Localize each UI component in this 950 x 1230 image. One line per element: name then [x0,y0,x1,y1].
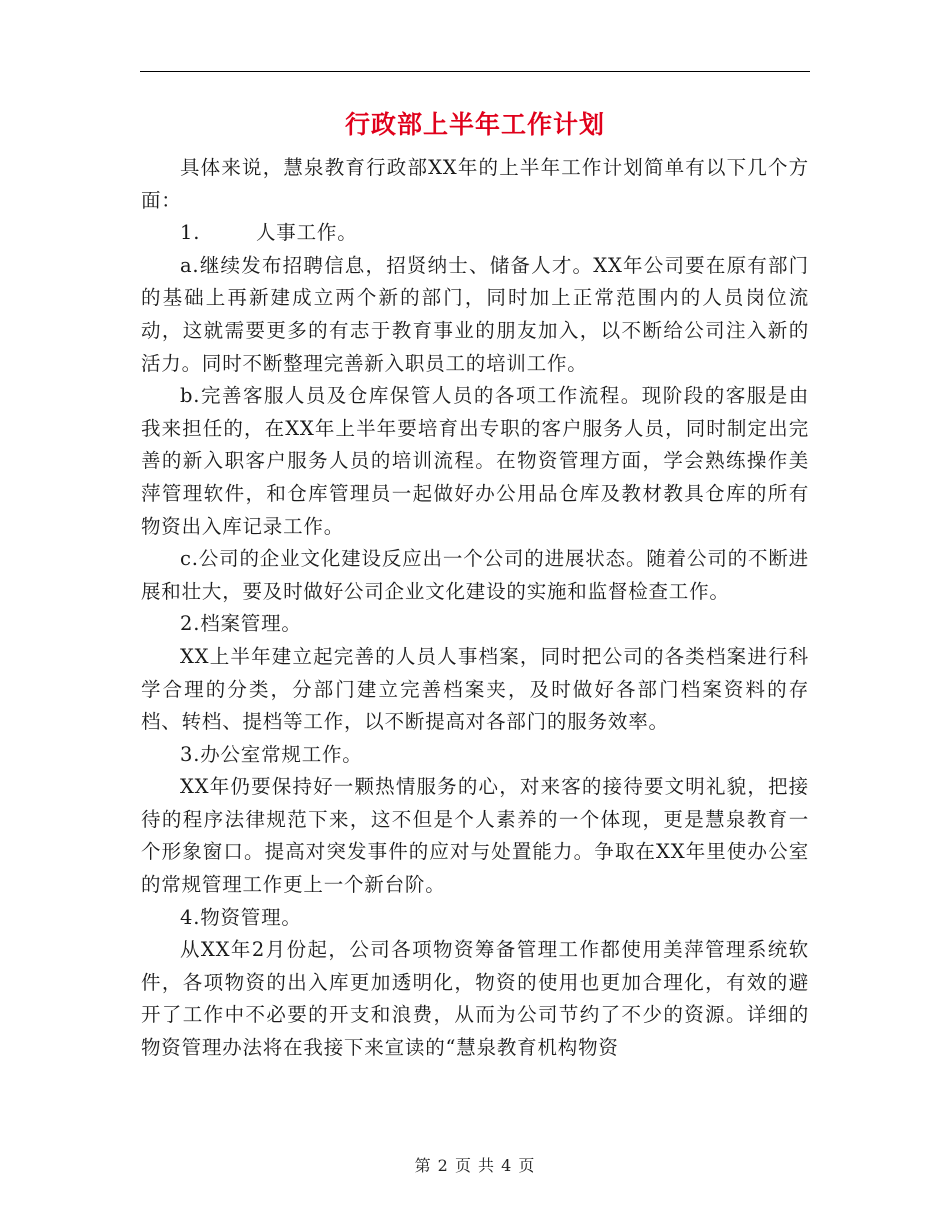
header-rule [140,71,810,72]
section-2-heading: 2.档案管理。 [180,612,302,636]
section-3-body: XX年仍要保持好一颗热情服务的心，对来客的接待要文明礼貌，把接待的程序法律规范下来，这不但是个人素养的一个体现，更是慧泉教育一个形象窗口。提高对突发事件的应对与处置能力。争取在XX年里使办公室的常规管理工作更上一个新台阶。 [141,775,809,897]
document-body [141,152,809,1065]
paragraph-a: a.继续发布招聘信息，招贤纳士、储备人才。XX年公司要在原有部门的基础上再新建成立两个新的部门，同时加上正常范围内的人员岗位流动，这就需要更多的有志于教育事业的朋友加入，以不断给公司注入新的活力。同时不断整理完善新入职员工的培训工作。 [141,253,809,375]
page-number-footer: 第 2 页 共 4 页 [414,1156,536,1175]
section-3-heading: 3.办公室常规工作。 [180,742,363,766]
document-title: 行政部上半年工作计划 [344,110,605,139]
section-1-heading [141,217,809,250]
section-4-body: 从XX年2月份起，公司各项物资筹备管理工作都使用美萍管理系统软件，各项物资的出入库更加透明化，物资的使用也更加合理化，有效的避开了工作中不必要的开支和浪费，从而为公司节约了不少的资源。详细的物资管理办法将在我接下来宣读的“慧泉教育机构物资 [141,938,809,1060]
section-1-number: 1. [180,221,201,245]
section-4-heading: 4.物资管理。 [180,905,302,929]
section-2-body: XX上半年建立起完善的人员人事档案，同时把公司的各类档案进行科学合理的分类，分部门建立完善档案夹，及时做好各部门档案资料的存档、转档、提档等工作，以不断提高对各部门的服务效率。 [141,644,809,734]
section-1-title: 人事工作。 [256,221,358,245]
intro-paragraph: 具体来说，慧泉教育行政部XX年的上半年工作计划简单有以下几个方面： [141,156,809,212]
paragraph-b: b.完善客服人员及仓库保管人员的各项工作流程。现阶段的客服是由我来担任的，在XX年上半年要培育出专职的客户服务人员，同时制定出完善的新入职客户服务人员的培训流程。在物资管理方面，学会熟练操作美萍管理软件，和仓库管理员一起做好办公用品仓库及教材教具仓库的所有物资出入库记录工作。 [141,384,809,538]
paragraph-c: c.公司的企业文化建设反应出一个公司的进展状态。随着公司的不断进展和壮大，要及时做好公司企业文化建设的实施和监督检查工作。 [141,547,809,603]
